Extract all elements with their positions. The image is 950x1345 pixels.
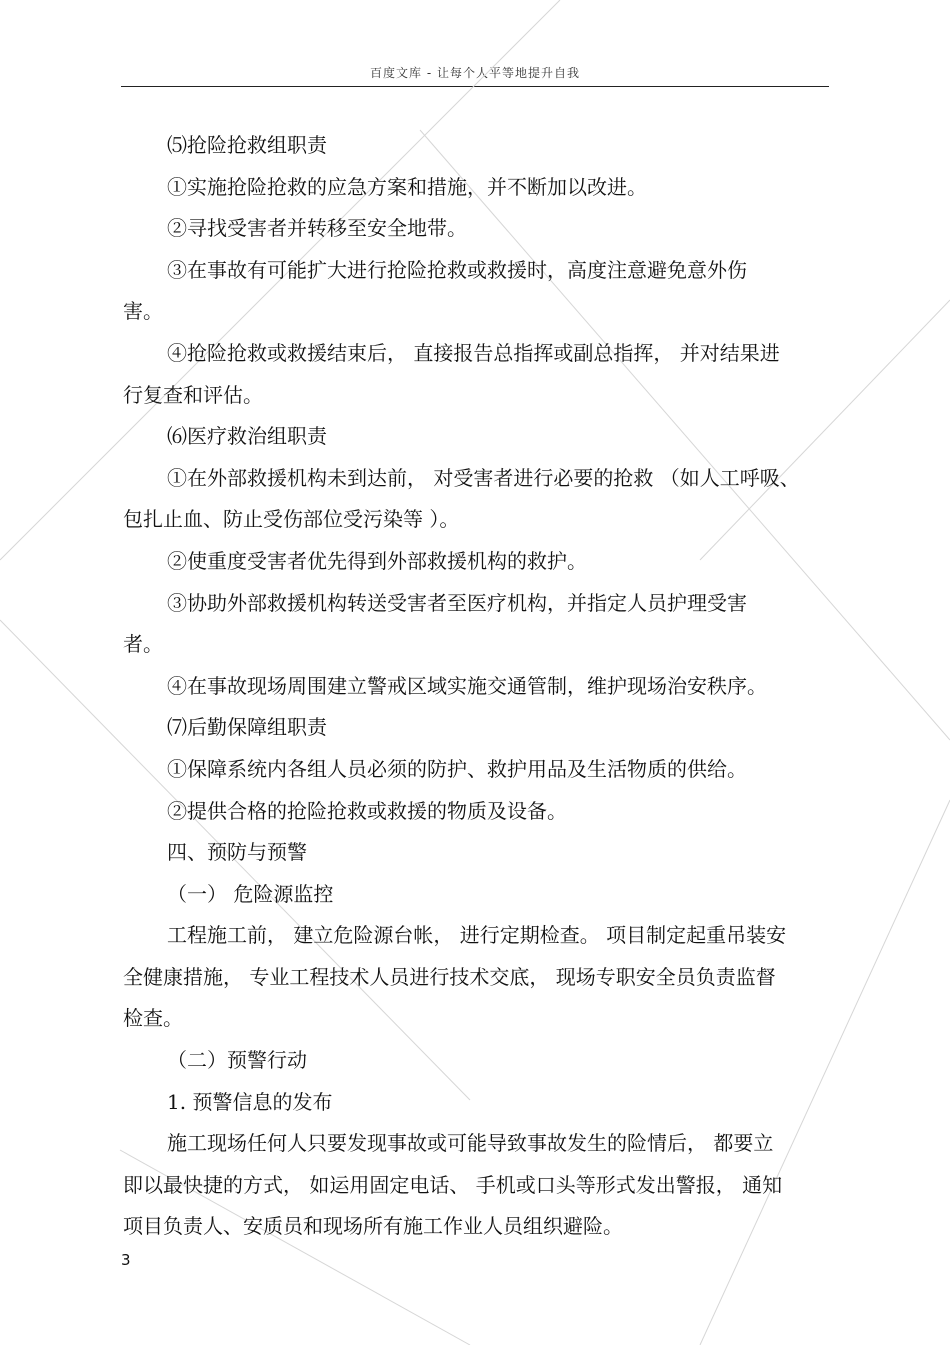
paragraph-continuation-line: 者。 <box>123 632 163 657</box>
paragraph-continuation-line: 项目负责人、安质员和现场所有施工作业人员组织避险。 <box>123 1214 623 1239</box>
paragraph-continuation-line: 害。 <box>123 299 163 324</box>
paragraph-line: ②提供合格的抢险抢救或救援的物质及设备。 <box>167 798 567 823</box>
paragraph-line: （一） 危险源监控 <box>167 881 334 906</box>
paragraph-line: ②寻找受害者并转移至安全地带。 <box>167 216 467 241</box>
paragraph-line: （二）预警行动 <box>167 1048 307 1073</box>
page-header: 百度文库 - 让每个人平等地提升自我 <box>370 66 580 80</box>
header-divider <box>121 86 829 87</box>
paragraph-continuation-line: 全健康措施， 专业工程技术人员进行技术交底， 现场专职安全员负责监督 <box>123 964 776 989</box>
paragraph-line: ①在外部救援机构未到达前， 对受害者进行必要的抢救 （如人工呼吸、 <box>167 465 800 490</box>
paragraph-line: ④抢险抢救或救援结束后， 直接报告总指挥或副总指挥， 并对结果进 <box>167 340 780 365</box>
paragraph-continuation-line: 即以最快捷的方式， 如运用固定电话、 手机或口头等形式发出警报， 通知 <box>123 1172 783 1197</box>
paragraph-line: ③在事故有可能扩大进行抢险抢救或救援时，高度注意避免意外伤 <box>167 257 747 282</box>
paragraph-continuation-line: 行复查和评估。 <box>123 382 263 407</box>
paragraph-line: ②使重度受害者优先得到外部救援机构的救护。 <box>167 548 587 573</box>
paragraph-continuation-line: 检查。 <box>123 1006 183 1031</box>
paragraph-line: 施工现场任何人只要发现事故或可能导致事故发生的险情后， 都要立 <box>167 1131 774 1156</box>
paragraph-line: ①实施抢险抢救的应急方案和措施，并不断加以改进。 <box>167 174 647 199</box>
paragraph-line: 四、预防与预警 <box>167 840 307 865</box>
page-number: 3 <box>121 1251 131 1269</box>
paragraph-line: ⑺后勤保障组职责 <box>167 715 327 740</box>
document-body <box>123 125 833 1248</box>
paragraph-line: ⑹医疗救治组职责 <box>167 424 327 449</box>
paragraph-line: ⑸抢险抢救组职责 <box>167 133 327 157</box>
paragraph-line: 1. 预警信息的发布 <box>167 1089 333 1114</box>
paragraph-continuation-line: 包扎止血、防止受伤部位受污染等 ）。 <box>123 507 460 532</box>
paragraph-line: ③协助外部救援机构转送受害者至医疗机构，并指定人员护理受害 <box>167 590 747 615</box>
paragraph-line: ④在事故现场周围建立警戒区域实施交通管制，维护现场治安秩序。 <box>167 673 767 698</box>
paragraph-line: 工程施工前， 建立危险源台帐， 进行定期检查。 项目制定起重吊装安 <box>167 923 787 948</box>
paragraph-line: ①保障系统内各组人员必须的防护、救护用品及生活物质的供给。 <box>167 756 747 781</box>
